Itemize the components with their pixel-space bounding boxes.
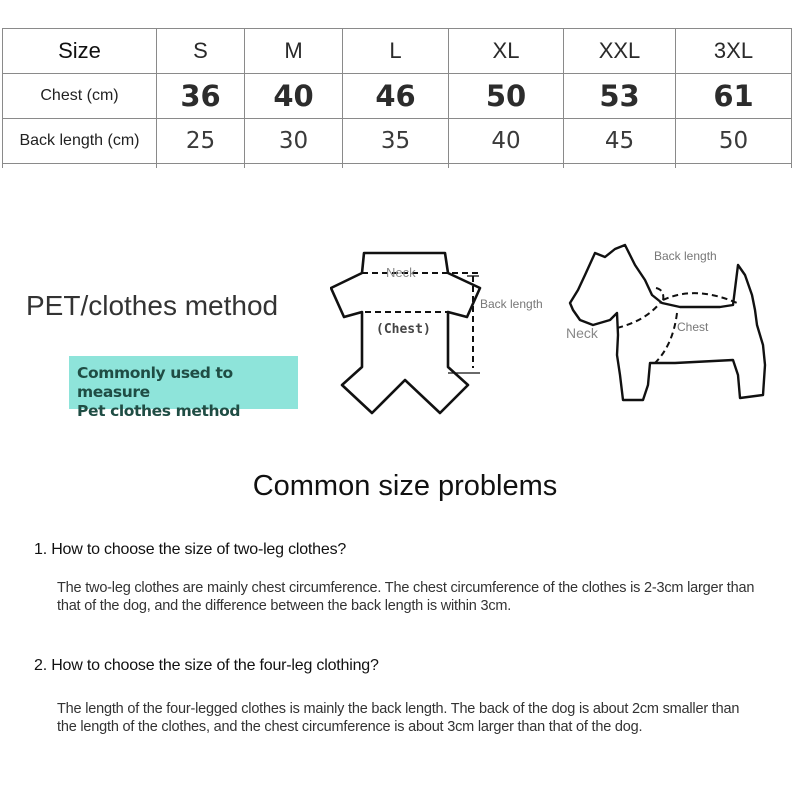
clothes-back-length-label: Back length [480,297,543,311]
clothes-diagram [330,240,550,420]
table-cell: 36 [157,74,245,119]
table-header-row [3,29,792,74]
row-label: Back length (cm) [3,119,157,164]
table-cell: 53 [564,74,676,119]
table-row-back-length [3,119,792,164]
table-cell: 50 [676,119,792,164]
faq-answer-2: The length of the four-legged clothes is mainly the back length. The back of the dog is about 2cm smaller than the length of the clothes, and the chest circumference is about 3cm larger than that of the dog. [57,701,740,735]
size-chart-table [2,28,792,168]
size-s: S [157,29,245,74]
faq-answer-1: The two-leg clothes are mainly chest circumference. The chest circumference of the clothes is 2-3cm larger than that of the dog, and the difference between the back length is within 3cm. [57,580,755,614]
badge-line-2: Pet clothes method [77,402,241,420]
table-cell: 45 [564,119,676,164]
clothes-chest-label: (Chest) [376,322,431,337]
table-stub-row [3,164,792,168]
table-cell: 46 [343,74,449,119]
row-label: Chest (cm) [3,74,157,119]
dog-neck-label: Neck [566,325,598,341]
faq-question-2: 2. How to choose the size of the four-leg clothing? [34,657,379,674]
clothes-neck-label: Neck [386,265,416,280]
size-3xl: 3XL [676,29,792,74]
table-cell: 50 [449,74,564,119]
table-cell: 25 [157,119,245,164]
table-cell: 35 [343,119,449,164]
pet-clothes-outline-icon [330,240,550,420]
faq-title: Common size problems [252,470,558,502]
method-title: PET/clothes method [26,290,279,321]
badge-line-1: Commonly used to measure [77,364,233,401]
table-cell: 61 [676,74,792,119]
table-cell: 30 [245,119,343,164]
table-row-chest [3,74,792,119]
dog-chest-label: Chest [677,320,709,334]
size-xl: XL [449,29,564,74]
size-l: L [343,29,449,74]
dog-back-length-label: Back length [654,249,717,263]
method-badge [69,356,298,420]
dog-diagram [555,235,800,415]
table-cell: 40 [449,119,564,164]
size-xxl: XXL [564,29,676,74]
table-cell: 40 [245,74,343,119]
faq-question-1: 1. How to choose the size of two-leg clothes? [34,541,347,558]
size-header-label: Size [3,29,157,74]
size-m: M [245,29,343,74]
